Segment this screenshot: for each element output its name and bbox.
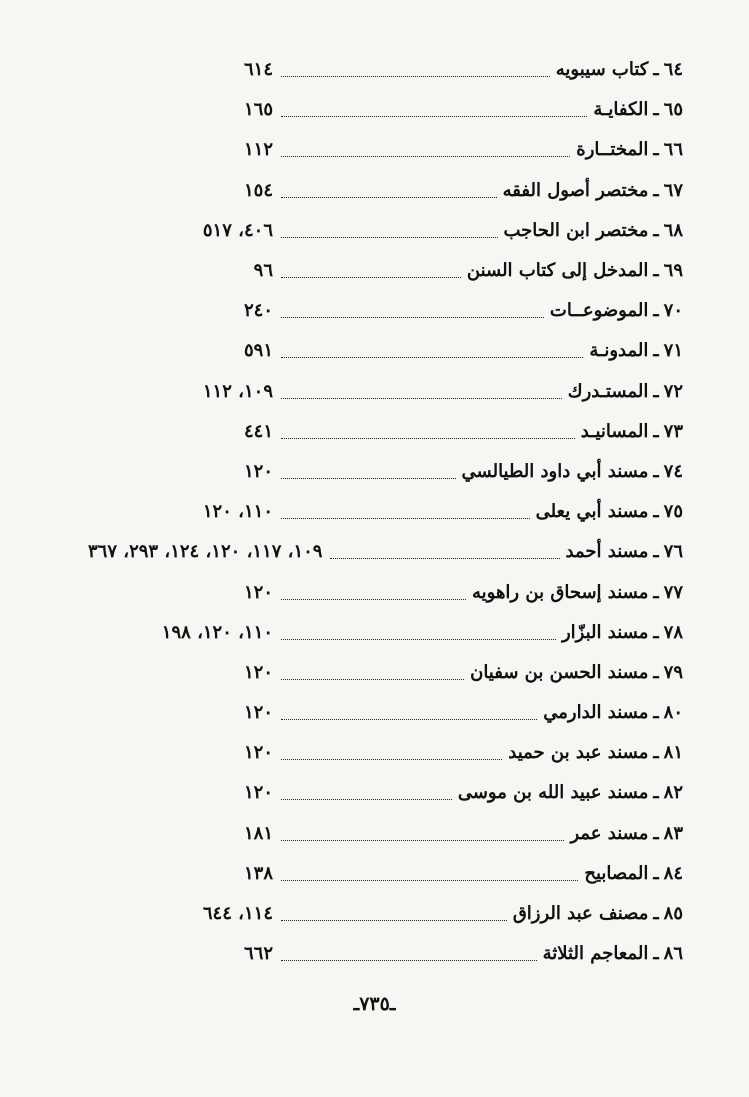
entry-separator: ـ (653, 420, 659, 442)
entry-number: ٨٢ (663, 782, 683, 804)
entry-title: مصنف عبد الرزاق (512, 903, 649, 925)
entry-separator: ـ (653, 581, 659, 603)
entry-separator: ـ (653, 179, 659, 201)
dot-leader (281, 959, 537, 961)
entry-title: المصابيح (584, 862, 649, 884)
dot-leader (281, 517, 530, 519)
entry-number: ٧٩ (663, 661, 683, 683)
entry-number: ٧٤ (663, 460, 683, 482)
entry-title: المستـدرك (567, 380, 649, 402)
entry-separator: ـ (653, 219, 659, 241)
entry-pages: ١١٠، ١٢٠، ١٩٨ (161, 621, 273, 643)
entry-title: المختــارة (576, 139, 649, 161)
index-row (88, 693, 683, 733)
dot-leader (281, 437, 575, 439)
dot-leader (281, 839, 564, 841)
entry-title: مسند أبي داود الطيالسي (461, 460, 649, 482)
entry-title: مسند الحسن بن سفيان (470, 661, 649, 683)
entry-text (593, 101, 683, 119)
index-row (88, 613, 683, 653)
entry-number: ٦٤ (663, 59, 683, 81)
entry-separator: ـ (653, 742, 659, 764)
entry-separator: ـ (653, 541, 659, 563)
entry-number: ٨٤ (663, 862, 683, 884)
entry-pages: ١٢٠ (243, 661, 273, 683)
entry-title: المعاجم الثلاثة (542, 943, 649, 965)
dot-leader (281, 196, 497, 198)
dot-leader (281, 115, 587, 117)
entry-separator: ـ (653, 340, 659, 362)
entry-title: المدخل إلى كتاب السنن (466, 260, 649, 282)
dot-leader (281, 356, 583, 358)
entry-separator: ـ (653, 903, 659, 925)
entry-number: ٨٥ (663, 903, 683, 925)
index-row (88, 452, 683, 492)
dot-leader (281, 155, 570, 157)
dot-leader (330, 557, 559, 559)
entry-pages: ١٣٨ (243, 862, 273, 884)
dot-leader (281, 879, 578, 881)
entry-title: مسند البزّار (561, 621, 649, 643)
entry-separator: ـ (653, 300, 659, 322)
index-row (88, 572, 683, 612)
entry-title: مسند عبد بن حميد (508, 742, 649, 764)
entry-number: ٧٣ (663, 420, 683, 442)
entry-pages: ١٢٠ (243, 460, 273, 482)
entry-text (561, 621, 683, 643)
index-row (88, 934, 683, 974)
index-row (88, 854, 683, 894)
index-row (88, 814, 683, 854)
entry-text (470, 661, 683, 683)
entry-title: مسند عمر (570, 822, 649, 844)
entry-number: ٦٩ (663, 260, 683, 282)
dot-leader (281, 236, 498, 238)
entry-number: ٧٦ (663, 541, 683, 563)
entry-title: مسند الدارمي (543, 702, 649, 724)
entry-pages: ١١٢ (243, 139, 273, 161)
entry-text (543, 945, 683, 963)
entry-number: ٧٧ (663, 581, 683, 603)
entry-separator: ـ (653, 501, 659, 523)
index-row (88, 291, 683, 331)
entry-text (566, 543, 683, 561)
page-number: ـ٧٣٥ـ (353, 993, 396, 1015)
entry-text (502, 179, 683, 201)
entry-text (576, 141, 683, 159)
entry-number: ٦٧ (663, 179, 683, 201)
index-row (88, 211, 683, 251)
entry-separator: ـ (653, 782, 659, 804)
index-row (88, 331, 683, 371)
index-row (88, 171, 683, 211)
entry-text (508, 744, 683, 762)
entry-separator: ـ (653, 943, 659, 965)
dot-leader (281, 718, 537, 720)
dot-leader (281, 276, 461, 278)
index-row (88, 251, 683, 291)
entry-pages: ١٢٠ (243, 581, 273, 603)
entry-pages: ١٠٩، ١١٧، ١٢٠، ١٢٤، ٢٩٣، ٣٦٧ (88, 541, 323, 563)
index-row (88, 653, 683, 693)
entry-text (461, 460, 683, 482)
index-row (88, 372, 683, 412)
dot-leader (281, 477, 456, 479)
index-row (88, 492, 683, 532)
entry-separator: ـ (653, 822, 659, 844)
dot-leader (281, 638, 556, 640)
entry-title: مسند عبيد الله بن موسى (457, 782, 649, 804)
entry-number: ٨٦ (663, 943, 683, 965)
dot-leader (281, 598, 466, 600)
entry-separator: ـ (653, 621, 659, 643)
entry-separator: ـ (653, 99, 659, 121)
entry-pages: ١٢٠ (243, 742, 273, 764)
entry-pages: ١٢٠ (243, 782, 273, 804)
index-row (88, 894, 683, 934)
entry-separator: ـ (653, 661, 659, 683)
entry-separator: ـ (653, 380, 659, 402)
entry-number: ٦٨ (663, 219, 683, 241)
entry-pages: ٩٦ (253, 260, 273, 282)
entry-text (550, 302, 683, 320)
dot-leader (281, 75, 550, 77)
entry-text (458, 784, 683, 802)
entry-text (570, 822, 683, 844)
dot-leader (281, 397, 562, 399)
entry-number: ٧١ (663, 340, 683, 362)
entry-number: ٨١ (663, 742, 683, 764)
entry-pages: ١٠٩، ١١٢ (202, 380, 273, 402)
entry-title: مختصر أصول الفقه (502, 179, 649, 201)
entry-text (467, 262, 683, 280)
entry-title: مسند أبي يعلى (535, 501, 649, 523)
entry-text (536, 503, 683, 521)
entry-pages: ١١٠، ١٢٠ (202, 501, 273, 523)
entry-text (580, 420, 683, 442)
entry-number: ٧٨ (663, 621, 683, 643)
entry-separator: ـ (653, 59, 659, 81)
entry-pages: ١٦٥ (243, 99, 273, 121)
index-row (88, 733, 683, 773)
entry-text (589, 342, 683, 360)
index-row (88, 50, 683, 90)
entry-separator: ـ (653, 139, 659, 161)
entry-title: الموضوعــات (549, 300, 649, 322)
entry-separator: ـ (653, 260, 659, 282)
entry-pages: ٤٠٦، ٥١٧ (202, 219, 273, 241)
entry-text (567, 380, 683, 402)
entry-pages: ١١٤، ٦٤٤ (202, 903, 273, 925)
entry-text (584, 862, 683, 884)
entry-pages: ٦١٤ (243, 59, 273, 81)
entry-title: المدونـة (589, 340, 649, 362)
dot-leader (281, 758, 502, 760)
entry-pages: ١٢٠ (243, 702, 273, 724)
entry-title: مسند إسحاق بن راهويه (471, 581, 649, 603)
entry-title: مختصر ابن الحاجب (503, 219, 649, 241)
entry-number: ٧٥ (663, 501, 683, 523)
entry-separator: ـ (653, 702, 659, 724)
entry-text (471, 581, 683, 603)
index-row (88, 532, 683, 572)
entry-number: ٦٦ (663, 139, 683, 161)
entry-text (503, 219, 684, 241)
dot-leader (281, 919, 507, 921)
index-row (88, 412, 683, 452)
dot-leader (281, 798, 452, 800)
dot-leader (281, 316, 544, 318)
entry-title: المسانيـد (580, 420, 649, 442)
entry-number: ٨٣ (663, 822, 683, 844)
index-row (88, 773, 683, 813)
entry-pages: ٦٦٢ (243, 943, 273, 965)
entry-text (543, 704, 683, 722)
entry-pages: ٢٤٠ (243, 300, 273, 322)
entry-title: كتاب سيبويه (555, 59, 649, 81)
entry-number: ٦٥ (663, 99, 683, 121)
entry-text (513, 905, 683, 923)
entry-pages: ١٥٤ (243, 179, 273, 201)
entry-separator: ـ (653, 862, 659, 884)
index-list (88, 50, 683, 974)
entry-pages: ١٨١ (243, 822, 273, 844)
entry-title: الكفايـة (593, 99, 649, 121)
entry-number: ٨٠ (663, 702, 683, 724)
index-row (88, 130, 683, 170)
entry-number: ٧٢ (663, 380, 683, 402)
entry-pages: ٤٤١ (243, 420, 273, 442)
entry-number: ٧٠ (663, 300, 683, 322)
entry-title: مسند أحمد (565, 541, 649, 563)
entry-separator: ـ (653, 460, 659, 482)
index-row (88, 90, 683, 130)
entry-text (556, 61, 683, 79)
dot-leader (281, 678, 464, 680)
entry-pages: ٥٩١ (243, 340, 273, 362)
